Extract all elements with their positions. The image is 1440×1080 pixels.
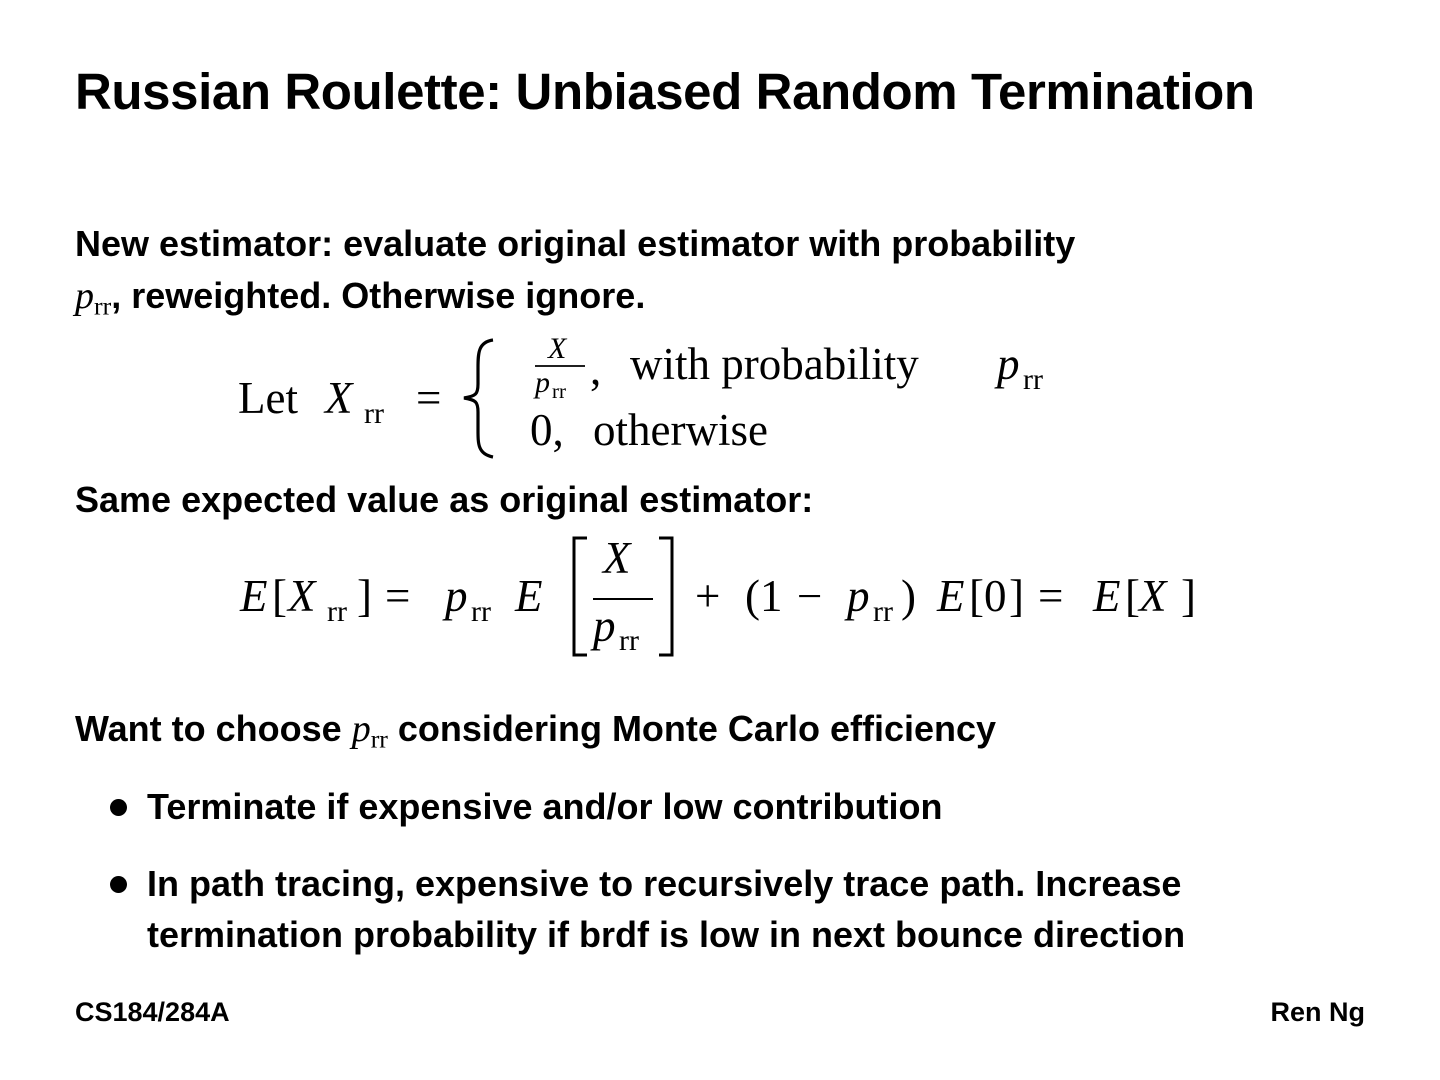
svg-text:+: + <box>695 571 721 621</box>
svg-text:−: − <box>797 571 823 621</box>
bullet-1-text: Terminate if expensive and/or low contribution <box>147 786 943 827</box>
x-rhs: X <box>1139 571 1167 621</box>
bullet-2-line-1: In path tracing, expensive to recursively trace path. Increase <box>147 863 1182 904</box>
x-sub: rr <box>364 397 384 430</box>
case1-denominator-p: p <box>535 366 550 399</box>
footer-course: CS184/284A <box>75 997 230 1027</box>
svg-text:(1: (1 <box>745 571 783 621</box>
p-rr-coef-sub: rr <box>471 595 491 628</box>
svg-text:]: ] <box>1009 571 1024 621</box>
bullet-2-line-2: termination probability if brdf is low in next bounce direction <box>147 914 1186 955</box>
let-equation <box>230 332 1090 464</box>
equals-sign: = <box>416 373 442 423</box>
footer-author: Ren Ng <box>1270 997 1365 1027</box>
case1-text: with probability <box>630 339 919 389</box>
expectation-equation <box>235 533 1215 663</box>
choose-line <box>75 703 996 765</box>
zero-value: 0 <box>984 571 1007 621</box>
svg-text:]: ] <box>1181 571 1196 621</box>
left-brace <box>464 340 493 457</box>
svg-text:=: = <box>385 571 411 621</box>
choose-p-rr-symbol: $p_{rr}$ <box>351 708 388 754</box>
intro-line-2-text: , reweighted. Otherwise ignore. <box>111 275 646 316</box>
case1-p: p <box>997 339 1020 389</box>
svg-text:[: [ <box>272 571 287 621</box>
svg-text:[: [ <box>969 571 984 621</box>
svg-text:]: ] <box>357 571 372 621</box>
svg-text:): ) <box>901 571 916 621</box>
choose-suffix: considering Monte Carlo efficiency <box>397 708 997 749</box>
intro-line-1: New estimator: evaluate original estimator with probability <box>75 223 1076 264</box>
let-word: Let <box>238 373 298 423</box>
x-lhs-sub: rr <box>327 595 347 628</box>
e-lhs: E <box>240 571 268 621</box>
fraction-denominator-sub: rr <box>619 624 639 657</box>
case1-numerator: X <box>548 332 567 365</box>
slide-title: Russian Roulette: Unbiased Random Termination <box>75 63 1255 120</box>
p-rr-paren-sub: rr <box>873 595 893 628</box>
e-rhs: E <box>1093 571 1121 621</box>
fraction-numerator: X <box>603 533 631 583</box>
expected-value-heading: Same expected value as original estimator: <box>75 479 814 520</box>
case1-denominator-sub: rr <box>552 379 566 403</box>
big-right-bracket <box>659 538 672 655</box>
e-middle: E <box>515 571 543 621</box>
bullet-2-dot <box>110 876 127 893</box>
case1-p-sub: rr <box>1023 363 1043 396</box>
p-rr-symbol: $p_{rr}$ <box>75 275 112 321</box>
case1-comma: , <box>590 344 602 394</box>
big-left-bracket <box>574 538 587 655</box>
e-zero: E <box>937 571 965 621</box>
x-var: X <box>325 373 353 423</box>
p-rr-paren: p <box>847 571 870 621</box>
p-rr-coef: p <box>445 571 468 621</box>
case2-text: otherwise <box>593 405 768 455</box>
intro-line-2 <box>75 270 645 332</box>
svg-text:[: [ <box>1125 571 1140 621</box>
x-lhs: X <box>288 571 316 621</box>
choose-prefix: Want to choose <box>75 708 342 749</box>
bullet-1-dot <box>110 799 127 816</box>
case2-value: 0, <box>530 405 564 455</box>
svg-text:=: = <box>1038 571 1064 621</box>
fraction-denominator-p: p <box>593 601 616 651</box>
